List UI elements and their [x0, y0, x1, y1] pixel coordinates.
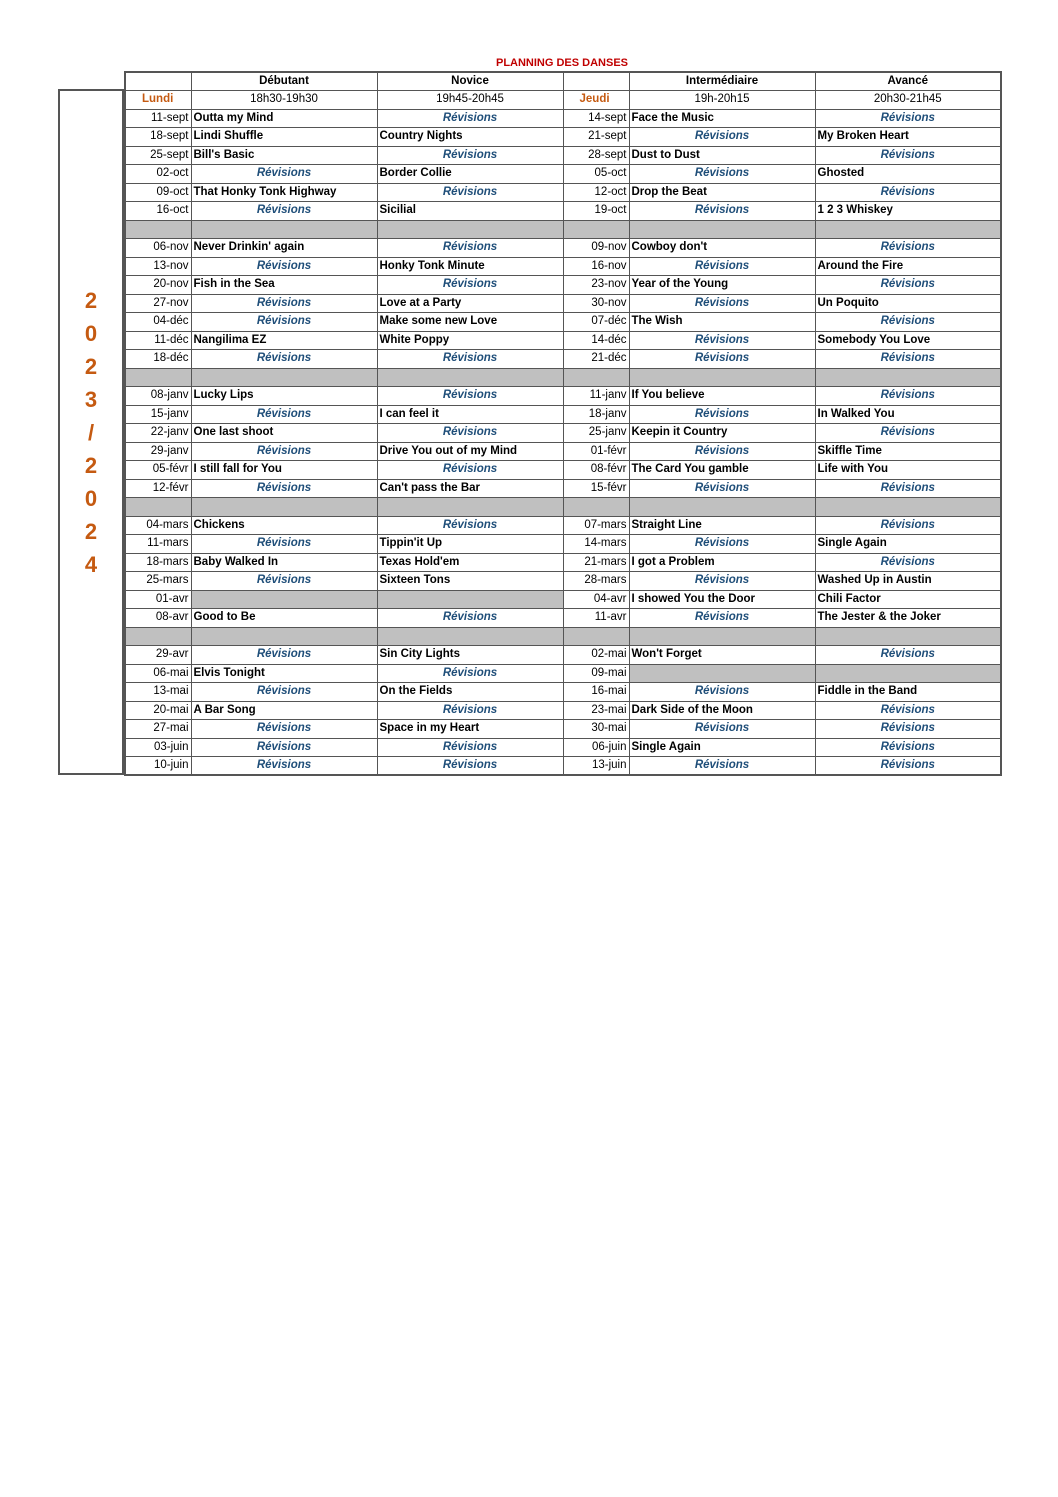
novice-dance: Sixteen Tons: [377, 572, 563, 591]
novice-dance: Révisions: [377, 387, 563, 406]
novice-dance: Révisions: [377, 516, 563, 535]
monday-date: 25-mars: [125, 572, 191, 591]
monday-date: 29-janv: [125, 442, 191, 461]
intermediaire-dance: If You believe: [629, 387, 815, 406]
separator-cell: [629, 220, 815, 239]
separator-cell: [563, 368, 629, 387]
separator-cell: [815, 498, 1001, 517]
thursday-date: 08-févr: [563, 461, 629, 480]
monday-date: 16-oct: [125, 202, 191, 221]
monday-date: 13-nov: [125, 257, 191, 276]
avance-dance: Skiffle Time: [815, 442, 1001, 461]
thursday-date: 07-mars: [563, 516, 629, 535]
novice-dance: Make some new Love: [377, 313, 563, 332]
monday-date: 06-mai: [125, 664, 191, 683]
avance-dance: Révisions: [815, 701, 1001, 720]
monday-date: 27-mai: [125, 720, 191, 739]
avance-dance: The Jester & the Joker: [815, 609, 1001, 628]
separator-cell: [125, 220, 191, 239]
schedule-row: [125, 701, 1001, 720]
monday-date: 04-déc: [125, 313, 191, 332]
schedule-row: [125, 590, 1001, 609]
avance-dance: Single Again: [815, 535, 1001, 554]
schedule-row: [125, 405, 1001, 424]
separator-cell: [191, 627, 377, 646]
intermediaire-dance: Révisions: [629, 609, 815, 628]
intermediaire-dance: Single Again: [629, 738, 815, 757]
avance-dance: Révisions: [815, 313, 1001, 332]
debutant-dance: Révisions: [191, 572, 377, 591]
debutant-dance: That Honky Tonk Highway: [191, 183, 377, 202]
intermediaire-dance: I showed You the Door: [629, 590, 815, 609]
schedule-row: [125, 146, 1001, 165]
debutant-dance: Révisions: [191, 683, 377, 702]
novice-dance: Révisions: [377, 183, 563, 202]
separator-cell: [377, 368, 563, 387]
debutant-dance: Révisions: [191, 294, 377, 313]
debutant-dance: Révisions: [191, 257, 377, 276]
schedule-row: [125, 553, 1001, 572]
debutant-dance: Révisions: [191, 479, 377, 498]
monday-date: 20-mai: [125, 701, 191, 720]
monday-date: 29-avr: [125, 646, 191, 665]
thursday-date: 01-févr: [563, 442, 629, 461]
avance-dance: 1 2 3 Whiskey: [815, 202, 1001, 221]
schedule-row: [125, 664, 1001, 683]
intermediaire-dance: The Wish: [629, 313, 815, 332]
separator-row: [125, 220, 1001, 239]
novice-dance: On the Fields: [377, 683, 563, 702]
schedule-row: [125, 572, 1001, 591]
novice-dance: Révisions: [377, 664, 563, 683]
novice-dance: Révisions: [377, 757, 563, 776]
intermediaire-dance: Révisions: [629, 405, 815, 424]
intermediaire-dance: Révisions: [629, 757, 815, 776]
debutant-dance: A Bar Song: [191, 701, 377, 720]
avance-dance: [815, 664, 1001, 683]
thursday-date: 14-mars: [563, 535, 629, 554]
novice-dance: Révisions: [377, 738, 563, 757]
thursday-date: 09-mai: [563, 664, 629, 683]
intermediaire-dance: Face the Music: [629, 109, 815, 128]
novice-dance: Love at a Party: [377, 294, 563, 313]
avance-dance: Somebody You Love: [815, 331, 1001, 350]
header-empty-cell: [563, 72, 629, 91]
thursday-date: 13-juin: [563, 757, 629, 776]
thursday-date: 12-oct: [563, 183, 629, 202]
schedule-row: [125, 646, 1001, 665]
intermediaire-dance: [629, 664, 815, 683]
thursday-date: 06-juin: [563, 738, 629, 757]
intermediaire-dance: Keepin it Country: [629, 424, 815, 443]
monday-date: 15-janv: [125, 405, 191, 424]
novice-dance: Border Collie: [377, 165, 563, 184]
avance-dance: Ghosted: [815, 165, 1001, 184]
thursday-date: 09-nov: [563, 239, 629, 258]
monday-date: 08-janv: [125, 387, 191, 406]
time-avance: 20h30-21h45: [815, 91, 1001, 110]
debutant-dance: Bill's Basic: [191, 146, 377, 165]
schedule-row: [125, 128, 1001, 147]
monday-date: 11-sept: [125, 109, 191, 128]
avance-dance: Révisions: [815, 553, 1001, 572]
time-novice: 19h45-20h45: [377, 91, 563, 110]
schedule-row: [125, 609, 1001, 628]
time-intermediaire: 19h-20h15: [629, 91, 815, 110]
avance-dance: Révisions: [815, 516, 1001, 535]
monday-date: 12-févr: [125, 479, 191, 498]
novice-dance: Tippin'it Up: [377, 535, 563, 554]
monday-date: 04-mars: [125, 516, 191, 535]
monday-date: 13-mai: [125, 683, 191, 702]
time-debutant: 18h30-19h30: [191, 91, 377, 110]
avance-dance: Révisions: [815, 479, 1001, 498]
avance-dance: Révisions: [815, 239, 1001, 258]
intermediaire-dance: Drop the Beat: [629, 183, 815, 202]
thursday-date: 14-déc: [563, 331, 629, 350]
separator-cell: [815, 368, 1001, 387]
year-char: 0: [84, 485, 98, 511]
year-char: 0: [84, 320, 98, 346]
year-char: 2: [84, 452, 98, 478]
level-intermediaire: Intermédiaire: [629, 72, 815, 91]
intermediaire-dance: Dark Side of the Moon: [629, 701, 815, 720]
schedule-row: [125, 757, 1001, 776]
separator-cell: [191, 220, 377, 239]
monday-date: 25-sept: [125, 146, 191, 165]
intermediaire-dance: Révisions: [629, 442, 815, 461]
avance-dance: Révisions: [815, 757, 1001, 776]
year-characters: [85, 284, 97, 581]
schedule-row: [125, 424, 1001, 443]
debutant-dance: Révisions: [191, 757, 377, 776]
year-char: /: [87, 419, 95, 445]
level-debutant: Débutant: [191, 72, 377, 91]
year-char: 3: [84, 386, 98, 412]
monday-date: 02-oct: [125, 165, 191, 184]
monday-date: 27-nov: [125, 294, 191, 313]
separator-cell: [377, 220, 563, 239]
debutant-dance: Outta my Mind: [191, 109, 377, 128]
separator-cell: [563, 220, 629, 239]
avance-dance: Révisions: [815, 146, 1001, 165]
debutant-dance: Never Drinkin' again: [191, 239, 377, 258]
avance-dance: Révisions: [815, 183, 1001, 202]
monday-date: 11-déc: [125, 331, 191, 350]
separator-cell: [125, 368, 191, 387]
novice-dance: Révisions: [377, 239, 563, 258]
avance-dance: Révisions: [815, 387, 1001, 406]
novice-dance: Can't pass the Bar: [377, 479, 563, 498]
debutant-dance: Révisions: [191, 646, 377, 665]
debutant-dance: Baby Walked In: [191, 553, 377, 572]
thursday-date: 21-mars: [563, 553, 629, 572]
avance-dance: Révisions: [815, 646, 1001, 665]
debutant-dance: Révisions: [191, 350, 377, 369]
monday-date: 20-nov: [125, 276, 191, 295]
avance-dance: Révisions: [815, 350, 1001, 369]
novice-dance: Révisions: [377, 146, 563, 165]
novice-dance: White Poppy: [377, 331, 563, 350]
debutant-dance: Elvis Tonight: [191, 664, 377, 683]
monday-date: 22-janv: [125, 424, 191, 443]
intermediaire-dance: Révisions: [629, 572, 815, 591]
avance-dance: Révisions: [815, 720, 1001, 739]
separator-cell: [563, 627, 629, 646]
separator-cell: [191, 498, 377, 517]
intermediaire-dance: Révisions: [629, 331, 815, 350]
novice-dance: Texas Hold'em: [377, 553, 563, 572]
novice-dance: Révisions: [377, 424, 563, 443]
monday-date: 18-sept: [125, 128, 191, 147]
day-thursday: Jeudi: [563, 91, 629, 110]
debutant-dance: Révisions: [191, 165, 377, 184]
intermediaire-dance: Révisions: [629, 683, 815, 702]
separator-row: [125, 368, 1001, 387]
novice-dance: Sicilial: [377, 202, 563, 221]
schedule-row: [125, 202, 1001, 221]
day-monday: Lundi: [125, 91, 191, 110]
schedule-row: [125, 683, 1001, 702]
debutant-dance: [191, 590, 377, 609]
thursday-date: 16-nov: [563, 257, 629, 276]
schedule-row: [125, 239, 1001, 258]
avance-dance: Révisions: [815, 109, 1001, 128]
avance-dance: Un Poquito: [815, 294, 1001, 313]
intermediaire-dance: Révisions: [629, 165, 815, 184]
separator-row: [125, 498, 1001, 517]
intermediaire-dance: The Card You gamble: [629, 461, 815, 480]
avance-dance: Révisions: [815, 738, 1001, 757]
separator-cell: [377, 627, 563, 646]
avance-dance: My Broken Heart: [815, 128, 1001, 147]
avance-dance: Révisions: [815, 276, 1001, 295]
intermediaire-dance: Won't Forget: [629, 646, 815, 665]
intermediaire-dance: Révisions: [629, 257, 815, 276]
avance-dance: Chili Factor: [815, 590, 1001, 609]
header-empty-cell: [125, 72, 191, 91]
debutant-dance: Révisions: [191, 535, 377, 554]
schedule-row: [125, 479, 1001, 498]
novice-dance: [377, 590, 563, 609]
debutant-dance: Révisions: [191, 720, 377, 739]
page-title: PLANNING DES DANSES: [495, 57, 629, 69]
thursday-date: 30-nov: [563, 294, 629, 313]
year-char: 4: [84, 551, 98, 577]
thursday-date: 30-mai: [563, 720, 629, 739]
level-novice: Novice: [377, 72, 563, 91]
year-char: 2: [84, 287, 98, 313]
schedule-row: [125, 442, 1001, 461]
novice-dance: Révisions: [377, 701, 563, 720]
avance-dance: Around the Fire: [815, 257, 1001, 276]
schedule-row: [125, 165, 1001, 184]
debutant-dance: Révisions: [191, 405, 377, 424]
monday-date: 01-avr: [125, 590, 191, 609]
avance-dance: Fiddle in the Band: [815, 683, 1001, 702]
debutant-dance: Révisions: [191, 442, 377, 461]
debutant-dance: Chickens: [191, 516, 377, 535]
schedule-row: [125, 720, 1001, 739]
thursday-date: 28-sept: [563, 146, 629, 165]
separator-cell: [563, 498, 629, 517]
schedule-row: [125, 461, 1001, 480]
thursday-date: 23-mai: [563, 701, 629, 720]
year-char: 2: [84, 353, 98, 379]
intermediaire-dance: Dust to Dust: [629, 146, 815, 165]
intermediaire-dance: Révisions: [629, 479, 815, 498]
separator-cell: [815, 220, 1001, 239]
avance-dance: Life with You: [815, 461, 1001, 480]
novice-dance: I can feel it: [377, 405, 563, 424]
thursday-date: 15-févr: [563, 479, 629, 498]
thursday-date: 11-janv: [563, 387, 629, 406]
thursday-date: 18-janv: [563, 405, 629, 424]
separator-cell: [125, 498, 191, 517]
monday-date: 08-avr: [125, 609, 191, 628]
schedule-row: [125, 313, 1001, 332]
debutant-dance: One last shoot: [191, 424, 377, 443]
thursday-date: 04-avr: [563, 590, 629, 609]
thursday-date: 02-mai: [563, 646, 629, 665]
debutant-dance: Fish in the Sea: [191, 276, 377, 295]
novice-dance: Country Nights: [377, 128, 563, 147]
intermediaire-dance: Révisions: [629, 720, 815, 739]
season-year-label: [58, 89, 124, 775]
schedule-row: [125, 387, 1001, 406]
schedule-row: [125, 109, 1001, 128]
separator-cell: [629, 627, 815, 646]
thursday-date: 14-sept: [563, 109, 629, 128]
debutant-dance: I still fall for You: [191, 461, 377, 480]
thursday-date: 23-nov: [563, 276, 629, 295]
schedule-row: [125, 350, 1001, 369]
time-header-row: [125, 91, 1001, 110]
schedule-row: [125, 516, 1001, 535]
debutant-dance: Révisions: [191, 738, 377, 757]
schedule-row: [125, 183, 1001, 202]
intermediaire-dance: Révisions: [629, 128, 815, 147]
thursday-date: 21-sept: [563, 128, 629, 147]
thursday-date: 21-déc: [563, 350, 629, 369]
separator-cell: [629, 498, 815, 517]
thursday-date: 16-mai: [563, 683, 629, 702]
debutant-dance: Nangilima EZ: [191, 331, 377, 350]
dance-schedule-table: [124, 71, 1002, 776]
thursday-date: 25-janv: [563, 424, 629, 443]
thursday-date: 19-oct: [563, 202, 629, 221]
debutant-dance: Lucky Lips: [191, 387, 377, 406]
year-char: 2: [84, 518, 98, 544]
monday-date: 09-oct: [125, 183, 191, 202]
debutant-dance: Révisions: [191, 202, 377, 221]
separator-cell: [377, 498, 563, 517]
novice-dance: Honky Tonk Minute: [377, 257, 563, 276]
schedule-body: [125, 72, 1001, 775]
intermediaire-dance: Révisions: [629, 202, 815, 221]
monday-date: 05-févr: [125, 461, 191, 480]
level-header-row: [125, 72, 1001, 91]
monday-date: 11-mars: [125, 535, 191, 554]
schedule-row: [125, 294, 1001, 313]
schedule-row: [125, 257, 1001, 276]
thursday-date: 05-oct: [563, 165, 629, 184]
debutant-dance: Révisions: [191, 313, 377, 332]
separator-row: [125, 627, 1001, 646]
thursday-date: 28-mars: [563, 572, 629, 591]
intermediaire-dance: Révisions: [629, 535, 815, 554]
schedule-row: [125, 535, 1001, 554]
novice-dance: Révisions: [377, 609, 563, 628]
intermediaire-dance: Cowboy don't: [629, 239, 815, 258]
avance-dance: In Walked You: [815, 405, 1001, 424]
avance-dance: Washed Up in Austin: [815, 572, 1001, 591]
schedule-row: [125, 331, 1001, 350]
monday-date: 06-nov: [125, 239, 191, 258]
monday-date: 18-déc: [125, 350, 191, 369]
novice-dance: Space in my Heart: [377, 720, 563, 739]
intermediaire-dance: Straight Line: [629, 516, 815, 535]
novice-dance: Révisions: [377, 350, 563, 369]
monday-date: 10-juin: [125, 757, 191, 776]
separator-cell: [815, 627, 1001, 646]
avance-dance: Révisions: [815, 424, 1001, 443]
novice-dance: Révisions: [377, 461, 563, 480]
separator-cell: [191, 368, 377, 387]
separator-cell: [629, 368, 815, 387]
debutant-dance: Lindi Shuffle: [191, 128, 377, 147]
novice-dance: Révisions: [377, 276, 563, 295]
monday-date: 03-juin: [125, 738, 191, 757]
monday-date: 18-mars: [125, 553, 191, 572]
debutant-dance: Good to Be: [191, 609, 377, 628]
intermediaire-dance: Year of the Young: [629, 276, 815, 295]
intermediaire-dance: Révisions: [629, 350, 815, 369]
intermediaire-dance: I got a Problem: [629, 553, 815, 572]
level-avance: Avancé: [815, 72, 1001, 91]
intermediaire-dance: Révisions: [629, 294, 815, 313]
thursday-date: 07-déc: [563, 313, 629, 332]
novice-dance: Sin City Lights: [377, 646, 563, 665]
schedule-row: [125, 738, 1001, 757]
separator-cell: [125, 627, 191, 646]
schedule-row: [125, 276, 1001, 295]
thursday-date: 11-avr: [563, 609, 629, 628]
novice-dance: Révisions: [377, 109, 563, 128]
novice-dance: Drive You out of my Mind: [377, 442, 563, 461]
